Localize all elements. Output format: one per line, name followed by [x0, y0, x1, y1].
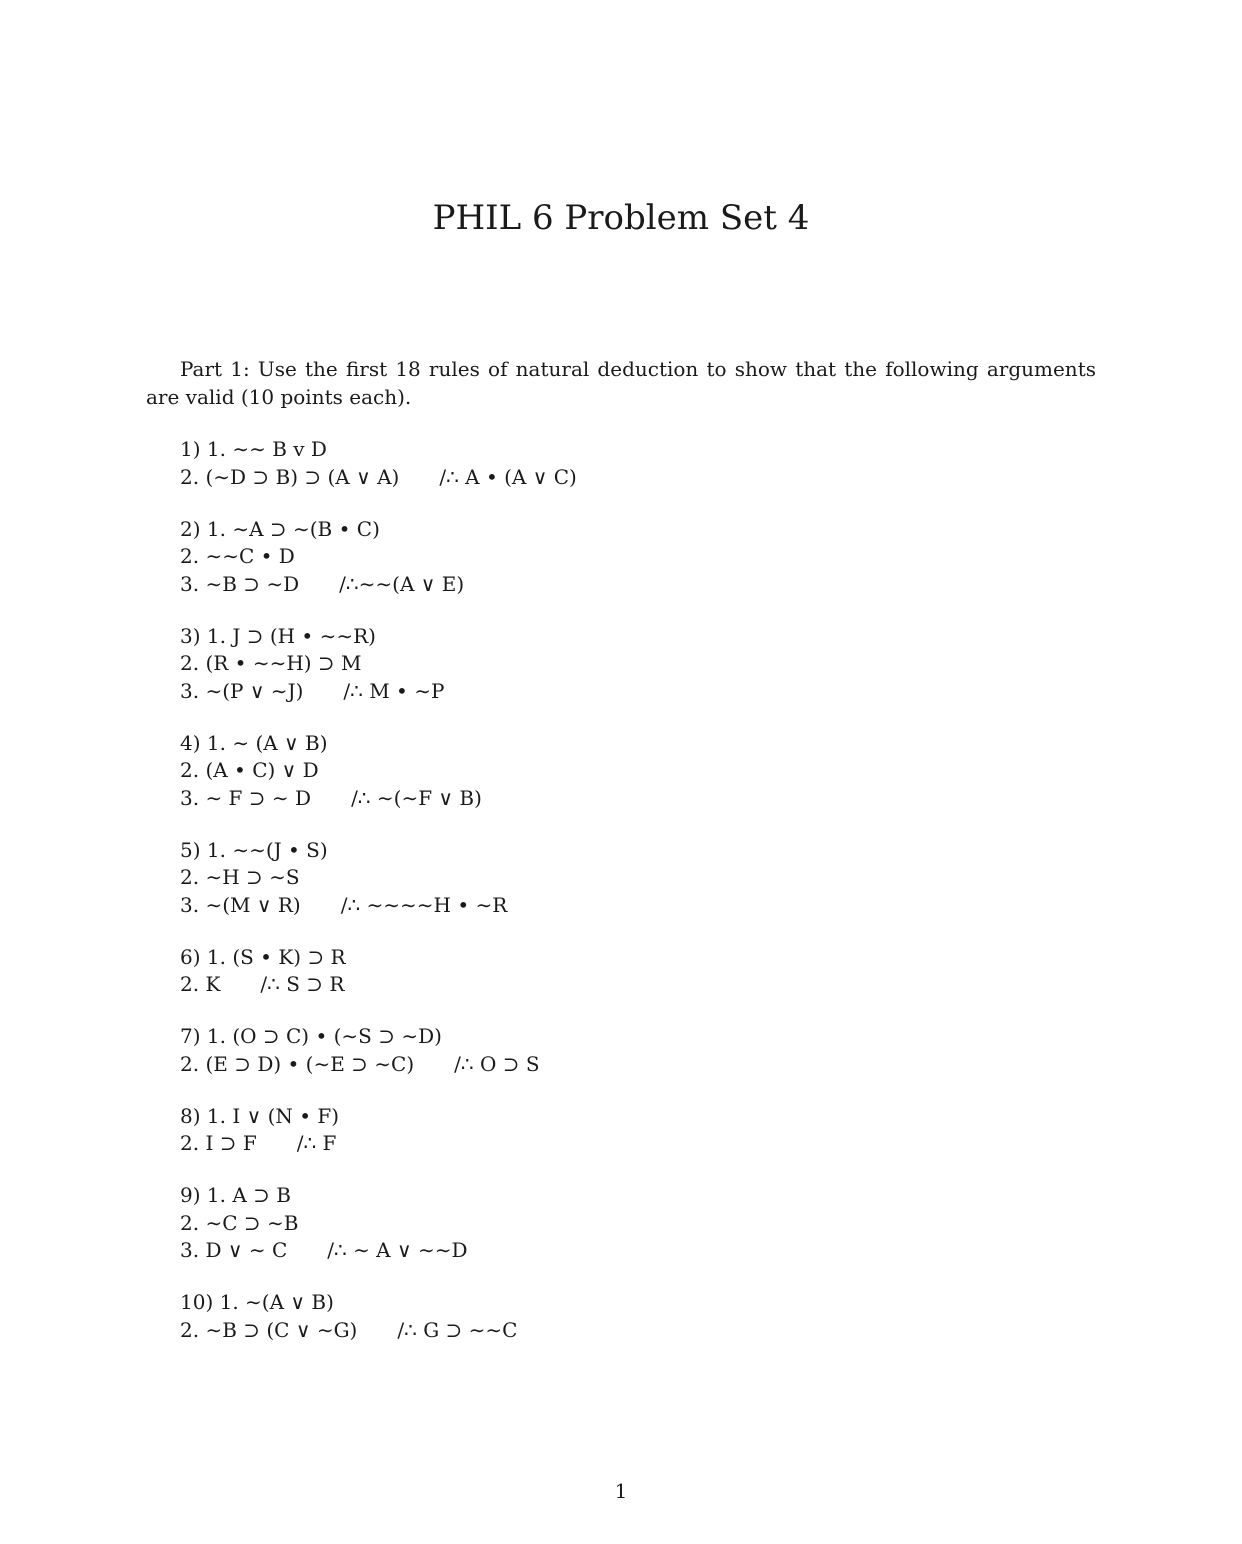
premise-text: 3. ∼(M ∨ R) [180, 892, 301, 917]
premise-line: 2. (A • C) ∨ D [180, 758, 319, 782]
conclusion: /∴ S ⊃ R [260, 972, 345, 996]
conclusion: /∴ O ⊃ S [454, 1051, 540, 1076]
conclusion: /∴∼∼(A ∨ E) [339, 571, 465, 596]
problem-1 [180, 436, 980, 491]
conclusion: /∴ ∼ A ∨ ∼∼D [327, 1238, 468, 1262]
premise-line: 2) 1. ∼A ⊃ ∼(B • C) [180, 516, 380, 541]
premise-line: 2. ∼H ⊃ ∼S [180, 865, 300, 889]
premise-line: 5) 1. ∼∼(J • S) [180, 837, 328, 862]
premise-line [180, 464, 980, 492]
problem-6 [180, 944, 980, 999]
conclusion: /∴ G ⊃ ∼∼C [397, 1317, 518, 1342]
premise-text: 2. I ⊃ F [180, 1131, 257, 1155]
problem-8 [180, 1103, 980, 1158]
premise-line [180, 678, 980, 706]
conclusion: /∴ ∼(∼F ∨ B) [351, 785, 482, 810]
problem-2 [180, 516, 980, 599]
premise-line: 8) 1. I ∨ (N • F) [180, 1103, 340, 1128]
problem-list [180, 436, 980, 1369]
premise-text: 2. (E ⊃ D) • (∼E ⊃ ∼C) [180, 1051, 415, 1076]
conclusion: /∴ F [296, 1131, 337, 1155]
premise-line [180, 892, 980, 920]
conclusion: /∴ M • ∼P [343, 678, 445, 703]
problem-10 [180, 1289, 980, 1344]
premise-line [180, 785, 980, 813]
instructions-text: Part 1: Use the first 18 rules of natural deduction to show that the following arguments are valid (10 points each). [146, 357, 1096, 409]
page-number: 1 [614, 1479, 628, 1503]
premise-line: 7) 1. (O ⊃ C) • (∼S ⊃ ∼D) [180, 1024, 442, 1048]
premise-line: 9) 1. A ⊃ B [180, 1183, 291, 1207]
conclusion: /∴ ∼∼∼∼H • ∼R [340, 892, 508, 917]
premise-text: 2. (∼D ⊃ B) ⊃ (A ∨ A) [180, 464, 400, 489]
problem-4 [180, 730, 980, 813]
premise-line [180, 1130, 980, 1158]
premise-text: 3. D ∨ ∼ C [180, 1238, 288, 1262]
premise-line: 6) 1. (S • K) ⊃ R [180, 944, 346, 969]
instructions-paragraph [146, 355, 1096, 411]
premise-text: 3. ∼(P ∨ ∼J) [180, 678, 304, 703]
premise-line: 10) 1. ∼(A ∨ B) [180, 1290, 334, 1314]
premise-line [180, 571, 980, 599]
problem-9 [180, 1182, 980, 1265]
premise-line [180, 1051, 980, 1079]
premise-text: 3. ∼ F ⊃ ∼ D [180, 785, 312, 810]
premise-line: 4) 1. ∼ (A ∨ B) [180, 730, 328, 755]
conclusion: /∴ A • (A ∨ C) [439, 464, 577, 489]
page-title: PHIL 6 Problem Set 4 [432, 198, 810, 238]
premise-line: 3) 1. J ⊃ (H • ∼∼R) [180, 623, 376, 648]
premise-text: 2. ∼B ⊃ (C ∨ ∼G) [180, 1317, 358, 1342]
premise-line: 2. (R • ∼∼H) ⊃ M [180, 651, 362, 675]
premise-line: 2. ∼∼C • D [180, 544, 295, 568]
premise-line: 2. ∼C ⊃ ∼B [180, 1210, 299, 1235]
premise-text: 2. K [180, 972, 221, 996]
problem-3 [180, 623, 980, 706]
problem-7 [180, 1023, 980, 1078]
premise-line [180, 971, 980, 999]
problem-5 [180, 837, 980, 920]
premise-line [180, 1237, 980, 1265]
premise-text: 3. ∼B ⊃ ∼D [180, 571, 300, 596]
premise-line [180, 1317, 980, 1345]
premise-line: 1) 1. ∼∼ B v D [180, 437, 327, 461]
